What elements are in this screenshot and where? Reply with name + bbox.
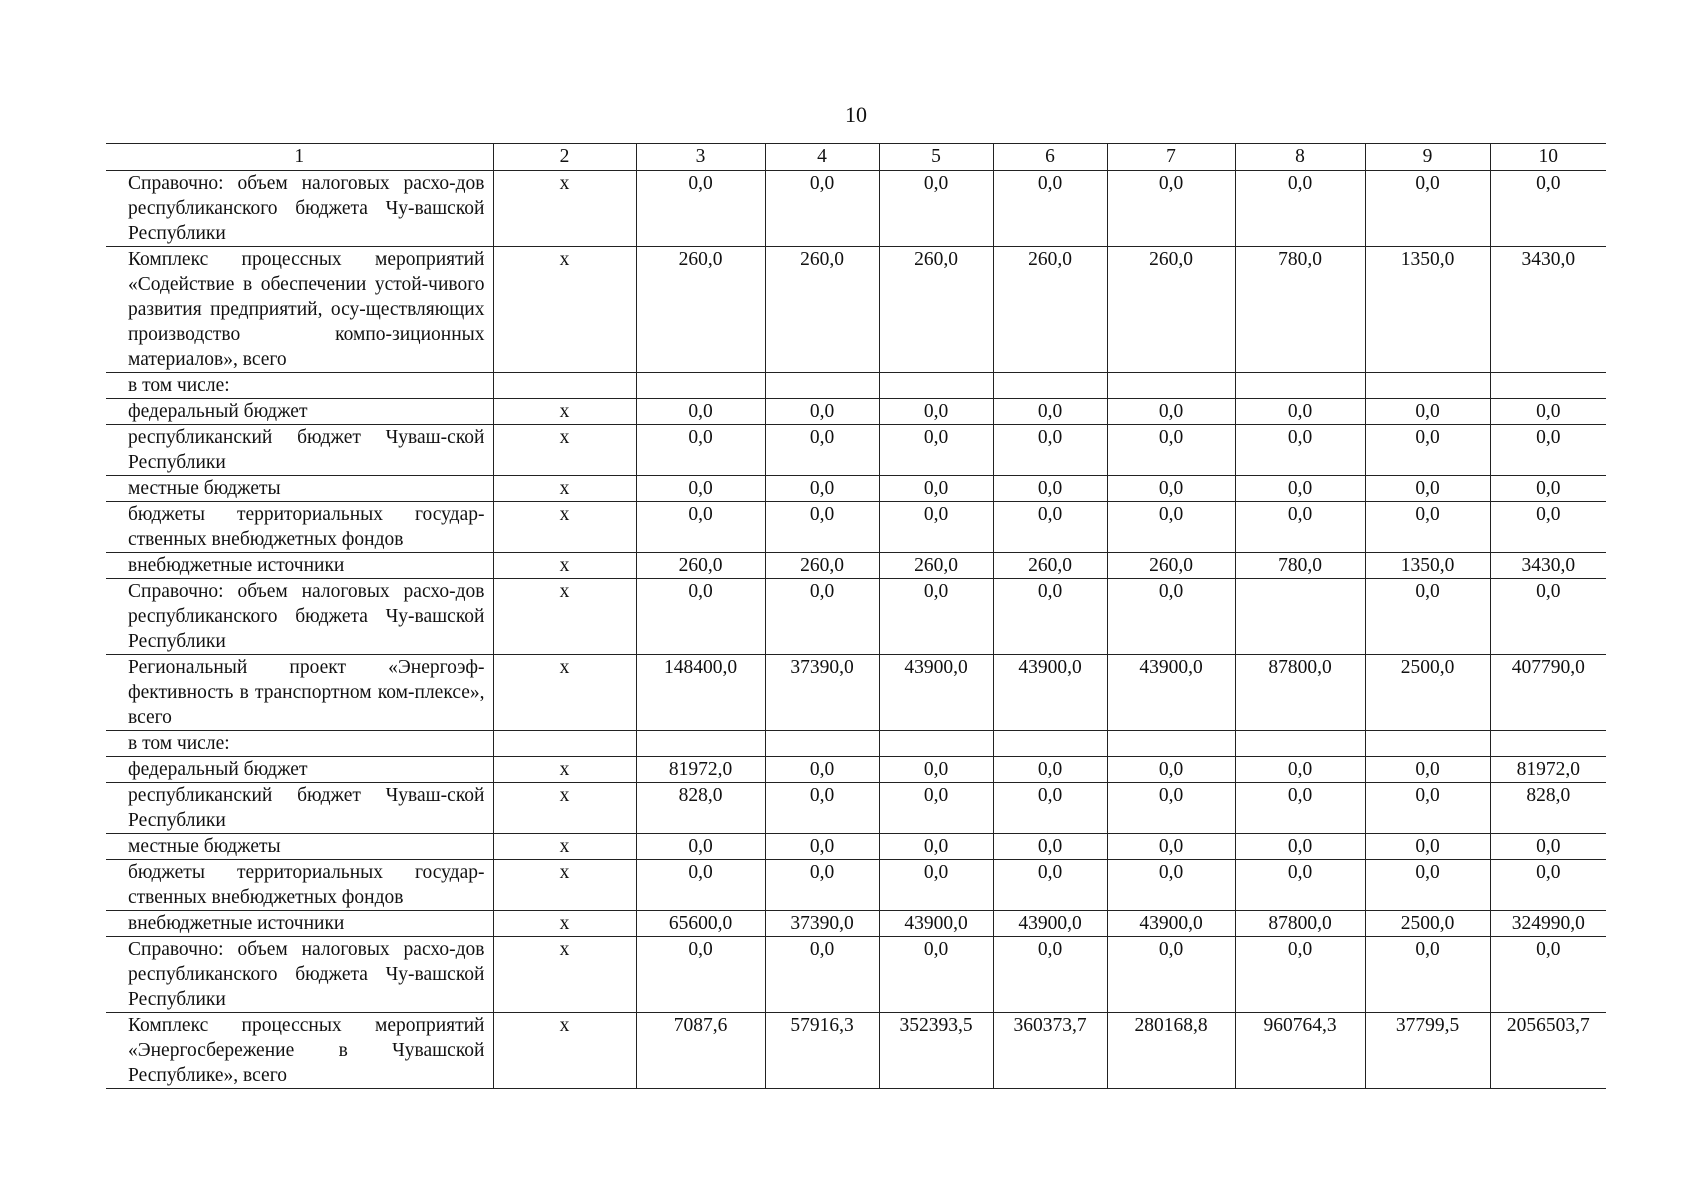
table-row (106, 502, 1606, 553)
value-cell-col-5: 0,0 (879, 834, 993, 860)
column-header-9: 9 (1365, 144, 1490, 171)
value-cell-col-7 (1107, 373, 1235, 399)
page-number: 10 (845, 102, 867, 127)
value-cell-col-4: 0,0 (765, 399, 879, 425)
value-cell-col-5: 0,0 (879, 757, 993, 783)
value-cell-col-8 (1235, 579, 1365, 655)
row-unit-marker: x (493, 655, 636, 731)
value-cell-col-9: 0,0 (1365, 783, 1490, 834)
value-cell-col-4: 260,0 (765, 247, 879, 373)
value-cell-col-4: 37390,0 (765, 911, 879, 937)
row-unit-marker: x (493, 1013, 636, 1089)
value-cell-col-3: 0,0 (636, 171, 765, 247)
row-unit-marker: x (493, 937, 636, 1013)
value-cell-col-4 (765, 373, 879, 399)
table-row (106, 1013, 1606, 1089)
value-cell-col-3: 260,0 (636, 553, 765, 579)
value-cell-col-10 (1490, 731, 1606, 757)
value-cell-col-3 (636, 373, 765, 399)
column-header-10: 10 (1490, 144, 1606, 171)
value-cell-col-9: 0,0 (1365, 476, 1490, 502)
value-cell-col-8: 0,0 (1235, 502, 1365, 553)
value-cell-col-9 (1365, 731, 1490, 757)
value-cell-col-3: 0,0 (636, 834, 765, 860)
value-cell-col-7: 260,0 (1107, 553, 1235, 579)
value-cell-col-10: 407790,0 (1490, 655, 1606, 731)
row-label: Справочно: объем налоговых расхо-дов республиканского бюджета Чу-вашской Республики (106, 937, 493, 1013)
value-cell-col-9 (1365, 373, 1490, 399)
value-cell-col-7: 260,0 (1107, 247, 1235, 373)
row-label: Комплекс процессных мероприятий «Энергосбережение в Чувашской Республике», всего (106, 1013, 493, 1089)
value-cell-col-10: 81972,0 (1490, 757, 1606, 783)
table-row (106, 373, 1606, 399)
value-cell-col-4: 0,0 (765, 579, 879, 655)
value-cell-col-8: 0,0 (1235, 425, 1365, 476)
value-cell-col-10: 0,0 (1490, 502, 1606, 553)
value-cell-col-10: 3430,0 (1490, 553, 1606, 579)
value-cell-col-9: 37799,5 (1365, 1013, 1490, 1089)
value-cell-col-6 (993, 373, 1107, 399)
value-cell-col-9: 0,0 (1365, 860, 1490, 911)
row-label: бюджеты территориальных государ-ственных внебюджетных фондов (106, 860, 493, 911)
row-unit-marker (493, 373, 636, 399)
value-cell-col-6: 0,0 (993, 476, 1107, 502)
row-unit-marker: x (493, 553, 636, 579)
value-cell-col-5: 260,0 (879, 553, 993, 579)
value-cell-col-4: 0,0 (765, 757, 879, 783)
value-cell-col-9: 1350,0 (1365, 553, 1490, 579)
value-cell-col-6: 0,0 (993, 757, 1107, 783)
value-cell-col-4: 0,0 (765, 783, 879, 834)
value-cell-col-4: 0,0 (765, 834, 879, 860)
value-cell-col-3: 148400,0 (636, 655, 765, 731)
row-unit-marker: x (493, 502, 636, 553)
value-cell-col-9: 0,0 (1365, 834, 1490, 860)
row-unit-marker: x (493, 834, 636, 860)
value-cell-col-9: 0,0 (1365, 579, 1490, 655)
row-label: в том числе: (106, 731, 493, 757)
value-cell-col-10 (1490, 373, 1606, 399)
table-row (106, 834, 1606, 860)
value-cell-col-6: 0,0 (993, 834, 1107, 860)
value-cell-col-7: 0,0 (1107, 502, 1235, 553)
value-cell-col-10: 828,0 (1490, 783, 1606, 834)
column-header-8: 8 (1235, 144, 1365, 171)
row-label: Комплекс процессных мероприятий «Содействие в обеспечении устой-чивого развития предприятий, осу-ществляющих производство компо-зиционных материалов», всего (106, 247, 493, 373)
value-cell-col-3: 0,0 (636, 937, 765, 1013)
row-label: местные бюджеты (106, 834, 493, 860)
table-body (106, 171, 1606, 1089)
column-header-3: 3 (636, 144, 765, 171)
value-cell-col-7: 0,0 (1107, 783, 1235, 834)
table-row (106, 579, 1606, 655)
row-label: республиканский бюджет Чуваш-ской Республики (106, 783, 493, 834)
value-cell-col-10: 0,0 (1490, 476, 1606, 502)
value-cell-col-6: 0,0 (993, 171, 1107, 247)
value-cell-col-6: 0,0 (993, 399, 1107, 425)
value-cell-col-5: 0,0 (879, 937, 993, 1013)
value-cell-col-6: 0,0 (993, 502, 1107, 553)
row-label: в том числе: (106, 373, 493, 399)
value-cell-col-10: 0,0 (1490, 425, 1606, 476)
value-cell-col-4: 0,0 (765, 476, 879, 502)
value-cell-col-10: 2056503,7 (1490, 1013, 1606, 1089)
value-cell-col-10: 0,0 (1490, 171, 1606, 247)
value-cell-col-8: 0,0 (1235, 834, 1365, 860)
value-cell-col-4: 37390,0 (765, 655, 879, 731)
table-row (106, 171, 1606, 247)
value-cell-col-7: 43900,0 (1107, 655, 1235, 731)
value-cell-col-6: 360373,7 (993, 1013, 1107, 1089)
row-unit-marker: x (493, 476, 636, 502)
value-cell-col-8 (1235, 373, 1365, 399)
value-cell-col-10: 3430,0 (1490, 247, 1606, 373)
value-cell-col-6: 0,0 (993, 425, 1107, 476)
value-cell-col-6 (993, 731, 1107, 757)
table-row (106, 911, 1606, 937)
table-row (106, 553, 1606, 579)
row-unit-marker: x (493, 399, 636, 425)
row-label: федеральный бюджет (106, 399, 493, 425)
table-row (106, 731, 1606, 757)
table-row (106, 860, 1606, 911)
row-unit-marker: x (493, 860, 636, 911)
value-cell-col-4: 0,0 (765, 937, 879, 1013)
value-cell-col-5: 0,0 (879, 783, 993, 834)
value-cell-col-8: 87800,0 (1235, 911, 1365, 937)
value-cell-col-6: 0,0 (993, 783, 1107, 834)
table-row (106, 783, 1606, 834)
value-cell-col-7: 0,0 (1107, 425, 1235, 476)
row-unit-marker (493, 731, 636, 757)
value-cell-col-8: 87800,0 (1235, 655, 1365, 731)
value-cell-col-8: 0,0 (1235, 399, 1365, 425)
value-cell-col-10: 0,0 (1490, 860, 1606, 911)
value-cell-col-5: 0,0 (879, 579, 993, 655)
value-cell-col-5: 0,0 (879, 425, 993, 476)
value-cell-col-4 (765, 731, 879, 757)
value-cell-col-6: 43900,0 (993, 911, 1107, 937)
row-label: Справочно: объем налоговых расхо-дов республиканского бюджета Чу-вашской Республики (106, 171, 493, 247)
value-cell-col-8: 0,0 (1235, 860, 1365, 911)
value-cell-col-7: 0,0 (1107, 399, 1235, 425)
value-cell-col-3: 828,0 (636, 783, 765, 834)
column-header-4: 4 (765, 144, 879, 171)
value-cell-col-7: 280168,8 (1107, 1013, 1235, 1089)
value-cell-col-9: 0,0 (1365, 502, 1490, 553)
row-label: местные бюджеты (106, 476, 493, 502)
budget-table (106, 143, 1606, 1089)
value-cell-col-9: 1350,0 (1365, 247, 1490, 373)
column-header-6: 6 (993, 144, 1107, 171)
value-cell-col-5: 43900,0 (879, 655, 993, 731)
value-cell-col-6: 0,0 (993, 937, 1107, 1013)
row-label: внебюджетные источники (106, 553, 493, 579)
value-cell-col-8: 0,0 (1235, 171, 1365, 247)
value-cell-col-5: 43900,0 (879, 911, 993, 937)
value-cell-col-6: 260,0 (993, 553, 1107, 579)
value-cell-col-7: 0,0 (1107, 579, 1235, 655)
value-cell-col-3: 0,0 (636, 425, 765, 476)
column-header-2: 2 (493, 144, 636, 171)
value-cell-col-9: 2500,0 (1365, 911, 1490, 937)
value-cell-col-10: 324990,0 (1490, 911, 1606, 937)
value-cell-col-5 (879, 373, 993, 399)
value-cell-col-8: 0,0 (1235, 757, 1365, 783)
value-cell-col-5: 0,0 (879, 476, 993, 502)
value-cell-col-3: 81972,0 (636, 757, 765, 783)
value-cell-col-4: 57916,3 (765, 1013, 879, 1089)
row-label: Справочно: объем налоговых расхо-дов республиканского бюджета Чу-вашской Республики (106, 579, 493, 655)
table-row (106, 476, 1606, 502)
value-cell-col-9: 0,0 (1365, 399, 1490, 425)
value-cell-col-9: 0,0 (1365, 937, 1490, 1013)
value-cell-col-7: 0,0 (1107, 757, 1235, 783)
value-cell-col-8 (1235, 731, 1365, 757)
table-row (106, 247, 1606, 373)
value-cell-col-10: 0,0 (1490, 834, 1606, 860)
value-cell-col-4: 260,0 (765, 553, 879, 579)
table-row (106, 399, 1606, 425)
value-cell-col-3: 0,0 (636, 579, 765, 655)
value-cell-col-5: 352393,5 (879, 1013, 993, 1089)
value-cell-col-9: 0,0 (1365, 425, 1490, 476)
value-cell-col-8: 780,0 (1235, 247, 1365, 373)
value-cell-col-5: 0,0 (879, 171, 993, 247)
value-cell-col-4: 0,0 (765, 860, 879, 911)
value-cell-col-7: 0,0 (1107, 937, 1235, 1013)
value-cell-col-7: 0,0 (1107, 860, 1235, 911)
value-cell-col-3: 260,0 (636, 247, 765, 373)
value-cell-col-9: 0,0 (1365, 757, 1490, 783)
value-cell-col-6: 43900,0 (993, 655, 1107, 731)
value-cell-col-3 (636, 731, 765, 757)
row-unit-marker: x (493, 579, 636, 655)
column-header-5: 5 (879, 144, 993, 171)
value-cell-col-5: 0,0 (879, 860, 993, 911)
value-cell-col-6: 0,0 (993, 860, 1107, 911)
value-cell-col-3: 0,0 (636, 476, 765, 502)
value-cell-col-4: 0,0 (765, 171, 879, 247)
value-cell-col-7: 0,0 (1107, 834, 1235, 860)
row-unit-marker: x (493, 783, 636, 834)
row-unit-marker: x (493, 425, 636, 476)
value-cell-col-9: 2500,0 (1365, 655, 1490, 731)
value-cell-col-9: 0,0 (1365, 171, 1490, 247)
column-header-1: 1 (106, 144, 493, 171)
row-unit-marker: x (493, 247, 636, 373)
value-cell-col-7: 0,0 (1107, 476, 1235, 502)
value-cell-col-7: 0,0 (1107, 171, 1235, 247)
value-cell-col-4: 0,0 (765, 502, 879, 553)
value-cell-col-6: 0,0 (993, 579, 1107, 655)
row-unit-marker: x (493, 911, 636, 937)
column-header-7: 7 (1107, 144, 1235, 171)
value-cell-col-7 (1107, 731, 1235, 757)
row-label: бюджеты территориальных государ-ственных внебюджетных фондов (106, 502, 493, 553)
row-unit-marker: x (493, 171, 636, 247)
value-cell-col-5: 0,0 (879, 399, 993, 425)
header-row (106, 144, 1606, 171)
value-cell-col-5: 260,0 (879, 247, 993, 373)
row-label: федеральный бюджет (106, 757, 493, 783)
table-row (106, 425, 1606, 476)
value-cell-col-3: 0,0 (636, 502, 765, 553)
value-cell-col-5 (879, 731, 993, 757)
row-label: внебюджетные источники (106, 911, 493, 937)
value-cell-col-3: 7087,6 (636, 1013, 765, 1089)
value-cell-col-10: 0,0 (1490, 399, 1606, 425)
value-cell-col-8: 960764,3 (1235, 1013, 1365, 1089)
value-cell-col-8: 0,0 (1235, 937, 1365, 1013)
value-cell-col-4: 0,0 (765, 425, 879, 476)
table-row (106, 655, 1606, 731)
table-row (106, 757, 1606, 783)
row-unit-marker: x (493, 757, 636, 783)
table-row (106, 937, 1606, 1013)
value-cell-col-8: 0,0 (1235, 476, 1365, 502)
value-cell-col-10: 0,0 (1490, 579, 1606, 655)
value-cell-col-6: 260,0 (993, 247, 1107, 373)
value-cell-col-3: 0,0 (636, 399, 765, 425)
value-cell-col-8: 0,0 (1235, 783, 1365, 834)
value-cell-col-3: 0,0 (636, 860, 765, 911)
value-cell-col-8: 780,0 (1235, 553, 1365, 579)
value-cell-col-10: 0,0 (1490, 937, 1606, 1013)
row-label: республиканский бюджет Чуваш-ской Республики (106, 425, 493, 476)
row-label: Региональный проект «Энергоэф-фективность в транспортном ком-плексе», всего (106, 655, 493, 731)
value-cell-col-3: 65600,0 (636, 911, 765, 937)
value-cell-col-5: 0,0 (879, 502, 993, 553)
value-cell-col-7: 43900,0 (1107, 911, 1235, 937)
